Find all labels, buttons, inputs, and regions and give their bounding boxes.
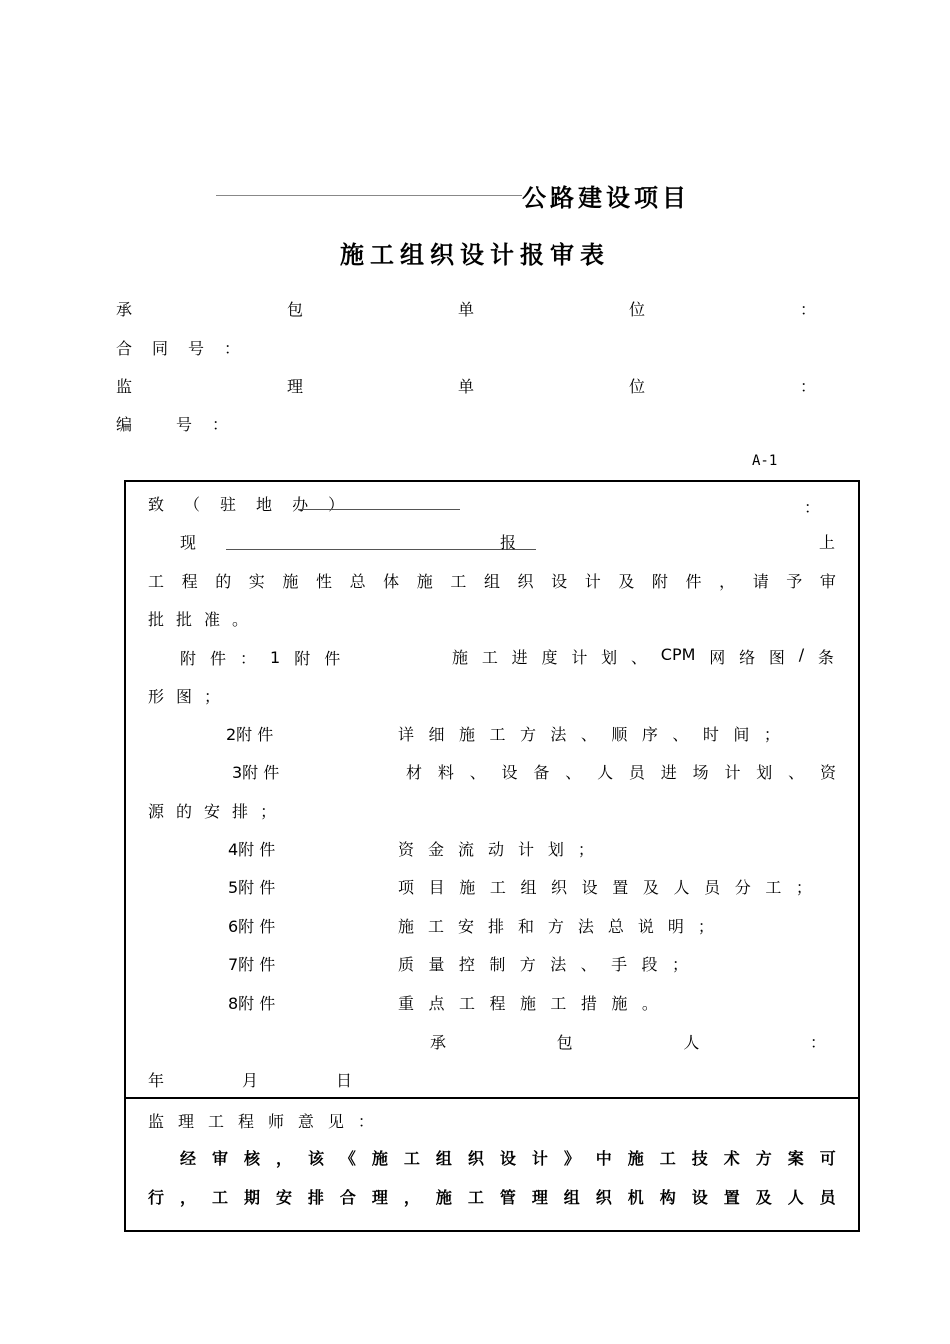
engineer-opinion-label-char: 工 — [207, 1112, 224, 1131]
opinion-line-2-char: 工 — [467, 1188, 484, 1207]
opinion-line-2-char: 理 — [371, 1188, 388, 1207]
attachment-1-text-char: 计 — [571, 648, 588, 667]
attachment-4-text-char: 金 — [427, 840, 444, 859]
attachment-1-label-char: ： — [240, 648, 257, 668]
opinion-line-2-char: 及 — [755, 1188, 772, 1207]
number-field — [116, 411, 816, 435]
attachment-7-text-char: 量 — [428, 955, 445, 974]
attachment-5-text — [398, 875, 812, 898]
opinion-line-1-char: 案 — [787, 1149, 804, 1168]
attachment-1-text — [452, 645, 834, 668]
attachment-4-text-char: 划 — [547, 840, 564, 859]
attachment-7-text-char: 法 — [550, 955, 567, 974]
engineer-opinion-label-char: 见 — [327, 1112, 344, 1131]
opinion-line-1-char: 工 — [659, 1149, 676, 1168]
attachment-3-text-char: 设 — [501, 763, 518, 782]
attachment-1-label — [180, 645, 380, 669]
present-underline — [226, 549, 536, 550]
opinion-line-2-char: 组 — [563, 1188, 580, 1207]
opinion-line-2-char: 管 — [499, 1188, 516, 1207]
engineer-opinion-label-char: 程 — [237, 1112, 254, 1131]
to-underline — [298, 509, 460, 510]
engineer-opinion-label-char: 监 — [148, 1112, 165, 1131]
attachment-2-text-char: 法 — [550, 725, 567, 744]
body-line-1-char: 计 — [584, 571, 601, 591]
attachment-1-label-char: 附 — [180, 648, 197, 668]
opinion-line-1-char: 施 — [371, 1149, 388, 1168]
opinion-line-2-char: 置 — [723, 1188, 740, 1207]
attachment-1-text-char: / — [798, 645, 805, 664]
attachment-4-text-char: 资 — [398, 840, 415, 859]
attachment-2-text-char: ； — [763, 725, 780, 744]
attachment-8-text-char: 施 — [611, 994, 628, 1013]
attachment-3-cont-char: ； — [260, 801, 277, 821]
opinion-line-1-char: 计 — [531, 1149, 548, 1168]
body-line-1-char: 织 — [517, 571, 534, 591]
attachment-6-num: 6附 件 — [228, 917, 276, 936]
attachment-7-text-char: ； — [671, 955, 688, 974]
attachment-4-text-char: 动 — [487, 840, 504, 859]
attachment-8-text-char: 施 — [519, 994, 536, 1013]
attachment-7-num: 7附 件 — [228, 955, 276, 974]
body-line-1-char: 总 — [349, 571, 366, 591]
attachment-5-text-char: 员 — [704, 878, 721, 897]
contractor-sign-char: 包 — [556, 1033, 573, 1052]
attachment-1-text-char: 划 — [601, 648, 618, 667]
attachment-5-text-char: 施 — [459, 878, 476, 897]
attachment-7-text-char: 制 — [489, 955, 506, 974]
opinion-line-1-char: 经 — [180, 1149, 197, 1168]
opinion-line-2-char: 行 — [148, 1188, 165, 1207]
contract-no-field-char: 号 — [188, 338, 205, 358]
body-line-2-char: 。 — [232, 609, 249, 629]
attachment-1-label-char: 件 — [324, 648, 341, 668]
body-line-1 — [148, 568, 836, 592]
attachment-7-text-char: 控 — [458, 955, 475, 974]
opinion-line-1-char: 工 — [403, 1149, 420, 1168]
attachment-5-text-char: 织 — [551, 878, 568, 897]
opinion-line-2-char: ， — [179, 1188, 196, 1207]
supervisor-field-char: 理 — [286, 376, 303, 396]
attachment-2-text-char: 顺 — [611, 725, 628, 744]
opinion-line-1-char: 审 — [211, 1149, 228, 1168]
attachment-6-text-char: 和 — [517, 917, 534, 936]
attachment-5-text-char: 及 — [642, 878, 659, 897]
attachment-4-text — [398, 837, 594, 860]
attachment-1-text-char: 、 — [630, 648, 647, 667]
number-label-3: ： — [212, 414, 229, 434]
supervisor-field-char: 位 — [628, 376, 645, 396]
engineer-opinion-label — [148, 1109, 374, 1132]
attachment-8-text-char: 重 — [398, 994, 415, 1013]
attachment-4-num: 4附 件 — [228, 840, 276, 859]
section-divider — [126, 1097, 858, 1099]
attachment-6-text-char: 方 — [547, 917, 564, 936]
opinion-line-2-char: 构 — [659, 1188, 676, 1207]
to-line-char: 驻 — [220, 494, 237, 514]
engineer-opinion-label-char: ： — [357, 1112, 374, 1131]
attachment-3-text-char: 场 — [692, 763, 709, 782]
opinion-line-1-char: 《 — [339, 1149, 356, 1168]
attachment-8-text-char: 点 — [428, 994, 445, 1013]
attachment-1-text-char: 工 — [481, 648, 498, 667]
attachment-3-num: 3附 件 — [232, 763, 280, 782]
attachment-2-text-char: 工 — [489, 725, 506, 744]
engineer-opinion-label-char: 意 — [297, 1112, 314, 1131]
date-line-char: 年 — [148, 1071, 165, 1090]
supervisor-field-char: ： — [799, 376, 816, 396]
number-label-2: 号 — [176, 414, 193, 434]
opinion-line-1-char: 织 — [467, 1149, 484, 1168]
attachment-4-text-char: ； — [577, 840, 594, 859]
body-line-1-char: 性 — [315, 571, 332, 591]
to-colon: ： — [804, 498, 821, 517]
attachment-4-text-char: 计 — [517, 840, 534, 859]
body-line-1-char: 组 — [483, 571, 500, 591]
form-box — [124, 480, 860, 1232]
attachment-3-text — [406, 760, 836, 783]
attachment-6-text-char: 排 — [487, 917, 504, 936]
body-line-2-char: 准 — [204, 609, 221, 629]
opinion-line-1-char: ， — [275, 1149, 292, 1168]
attachment-1-label-char: 件 — [210, 648, 227, 668]
attachment-3-cont-char: 排 — [232, 801, 249, 821]
opinion-line-2-char: 合 — [339, 1188, 356, 1207]
attachment-1-text-char: 图 — [768, 648, 785, 667]
attachment-5-text-char: 目 — [428, 878, 445, 897]
contract-no-field — [116, 335, 816, 359]
attachment-8-text-char: 工 — [550, 994, 567, 1013]
opinion-line-2-char: 理 — [531, 1188, 548, 1207]
engineer-opinion-label-char: 师 — [267, 1112, 284, 1131]
supervisor-field — [116, 373, 816, 397]
body-line-1-char: 程 — [181, 571, 198, 591]
attachment-2-text-char: 详 — [398, 725, 415, 744]
to-line-char: ） — [328, 494, 345, 514]
opinion-line-1-char: 组 — [435, 1149, 452, 1168]
attachment-3-text-char: 料 — [437, 763, 454, 782]
attachment-5-text-char: 置 — [612, 878, 629, 897]
body-line-2 — [148, 606, 836, 630]
to-line-char: 地 — [256, 494, 273, 514]
attachment-7-text-char: 方 — [519, 955, 536, 974]
attachment-5-text-char: ； — [795, 878, 812, 897]
contractor-field — [116, 296, 816, 320]
attachment-5-text-char: 组 — [520, 878, 537, 897]
opinion-line-2-char: 设 — [691, 1188, 708, 1207]
attachment-3-text-char: 、 — [469, 763, 486, 782]
attachment-6-text-char: ； — [697, 917, 714, 936]
body-line-2-char: 批 — [148, 609, 165, 629]
present-prefix: 现 — [180, 533, 197, 552]
attachment-6-text-char: 工 — [427, 917, 444, 936]
contract-no-field-char: 合 — [116, 338, 133, 358]
attachment-2-text-char: 时 — [702, 725, 719, 744]
attachment-3-text-char: 、 — [565, 763, 582, 782]
supervisor-field-char: 监 — [116, 376, 133, 396]
opinion-line-1-char: 设 — [499, 1149, 516, 1168]
attachment-7-text-char: 手 — [611, 955, 628, 974]
contractor-sign — [430, 1030, 826, 1053]
opinion-line-2-char: 员 — [819, 1188, 836, 1207]
attachment-1-text-char: 条 — [817, 648, 834, 667]
attachment-2-text-char: 、 — [580, 725, 597, 744]
attachment-1-cont-char: 图 — [176, 686, 193, 706]
attachment-3-text-char: 备 — [533, 763, 550, 782]
opinion-line-1-char: 中 — [595, 1149, 612, 1168]
body-line-1-char: 体 — [383, 571, 400, 591]
opinion-line-2-char: 工 — [211, 1188, 228, 1207]
attachment-8-text-char: 措 — [580, 994, 597, 1013]
contractor-field-char: 承 — [116, 299, 133, 319]
attachment-8-text-char: 。 — [641, 994, 658, 1013]
attachment-3-text-char: 材 — [406, 763, 423, 782]
body-line-1-char: 及 — [618, 571, 635, 591]
attachment-1-text-char: 网 — [709, 648, 726, 667]
body-line-1-char: 施 — [416, 571, 433, 591]
attachment-6-text-char: 明 — [667, 917, 684, 936]
attachment-5-text-char: 项 — [398, 878, 415, 897]
to-line — [148, 491, 836, 515]
attachment-3-text-char: 员 — [628, 763, 645, 782]
attachment-6-text-char: 总 — [607, 917, 624, 936]
attachment-7-text-char: 质 — [398, 955, 415, 974]
attachment-5-num: 5附 件 — [228, 878, 276, 897]
present-report: 报 — [500, 533, 517, 552]
contract-no-field-char: 同 — [152, 338, 169, 358]
attachment-1-cont-char: 形 — [148, 686, 165, 706]
opinion-line-1-char: 技 — [691, 1149, 708, 1168]
attachment-2-text-char: 、 — [672, 725, 689, 744]
attachment-3-text-char: 人 — [597, 763, 614, 782]
attachment-6-text — [398, 914, 714, 937]
attachment-3-text-char: 计 — [724, 763, 741, 782]
to-line-char: （ — [184, 494, 201, 514]
title-suffix: 公路建设项目 — [522, 184, 690, 212]
opinion-line-1-char: 核 — [243, 1149, 260, 1168]
opinion-line-1 — [180, 1146, 836, 1169]
attachment-1-cont-char: ； — [204, 686, 221, 706]
attachment-7-text — [398, 952, 688, 975]
opinion-line-1-char: 施 — [627, 1149, 644, 1168]
opinion-line-1-char: 术 — [723, 1149, 740, 1168]
attachment-6-text-char: 施 — [398, 917, 415, 936]
opinion-line-2-char: 织 — [595, 1188, 612, 1207]
attachment-6-text-char: 法 — [577, 917, 594, 936]
attachment-2-text — [398, 722, 780, 745]
opinion-line-1-char: 》 — [563, 1149, 580, 1168]
supervisor-field-char: 单 — [457, 376, 474, 396]
contractor-sign-char: ： — [809, 1033, 826, 1052]
attachment-2-text-char: 施 — [458, 725, 475, 744]
attachment-5-text-char: 人 — [673, 878, 690, 897]
body-line-2-char: 批 — [176, 609, 193, 629]
attachment-1-label-char: 附 — [294, 648, 311, 668]
date-line-char: 月 — [241, 1071, 258, 1090]
contractor-sign-char: 人 — [683, 1033, 700, 1052]
to-line-char: 办 — [292, 494, 309, 514]
opinion-line-1-char: 方 — [755, 1149, 772, 1168]
attachment-5-text-char: 工 — [765, 878, 782, 897]
to-line-char: 致 — [148, 494, 165, 514]
attachment-2-text-char: 序 — [641, 725, 658, 744]
contractor-field-char: ： — [799, 299, 816, 319]
project-name-blank — [216, 195, 522, 196]
opinion-line-2-char: 机 — [627, 1188, 644, 1207]
contract-no-field-char: ： — [224, 338, 241, 358]
body-line-1-char: 件 — [685, 571, 702, 591]
date-line — [148, 1068, 352, 1091]
form-code: A-1 — [752, 453, 778, 469]
attachment-1-label-char: 1 — [270, 647, 281, 667]
body-line-1-char: 予 — [786, 571, 803, 591]
attachment-8-text-char: 程 — [489, 994, 506, 1013]
attachment-6-text-char: 说 — [637, 917, 654, 936]
attachment-3-text-char: 进 — [660, 763, 677, 782]
attachment-3-cont-char: 安 — [204, 801, 221, 821]
attachment-3-text-char: 划 — [756, 763, 773, 782]
present-up: 上 — [819, 533, 836, 552]
opinion-line-2 — [148, 1185, 836, 1208]
attachment-3-cont — [148, 798, 836, 822]
attachment-5-text-char: 工 — [489, 878, 506, 897]
date-line-char: 日 — [335, 1071, 352, 1090]
attachment-2-text-char: 方 — [519, 725, 536, 744]
body-line-1-char: 设 — [551, 571, 568, 591]
body-line-1-char: 审 — [819, 571, 836, 591]
contractor-field-char: 包 — [286, 299, 303, 319]
number-label-1: 编 — [116, 414, 133, 434]
attachment-7-text-char: 段 — [641, 955, 658, 974]
attachment-5-text-char: 设 — [581, 878, 598, 897]
opinion-line-2-char: 安 — [275, 1188, 292, 1207]
attachment-3-cont-char: 的 — [176, 801, 193, 821]
engineer-opinion-label-char: 理 — [177, 1112, 194, 1131]
attachment-1-text-char: 进 — [511, 648, 528, 667]
attachment-8-num: 8附 件 — [228, 994, 276, 1013]
attachment-5-text-char: 分 — [734, 878, 751, 897]
attachment-1-text-char: 络 — [739, 648, 756, 667]
attachment-8-text-char: 工 — [458, 994, 475, 1013]
body-line-1-char: 附 — [651, 571, 668, 591]
opinion-line-2-char: 人 — [787, 1188, 804, 1207]
opinion-line-2-char: 施 — [435, 1188, 452, 1207]
attachment-1-cont — [148, 683, 836, 707]
attachment-3-cont-char: 源 — [148, 801, 165, 821]
attachment-6-text-char: 安 — [457, 917, 474, 936]
contractor-sign-char: 承 — [430, 1033, 447, 1052]
attachment-2-num: 2附 件 — [226, 725, 274, 744]
body-line-1-char: 的 — [215, 571, 232, 591]
attachment-3-text-char: 资 — [819, 763, 836, 782]
attachment-8-text — [398, 991, 658, 1014]
body-line-1-char: 工 — [148, 571, 165, 591]
body-line-1-char: 请 — [752, 571, 769, 591]
attachment-2-text-char: 细 — [428, 725, 445, 744]
body-line-1-char: 工 — [450, 571, 467, 591]
attachment-7-text-char: 、 — [580, 955, 597, 974]
contractor-field-char: 位 — [628, 299, 645, 319]
attachment-2-text-char: 间 — [733, 725, 750, 744]
attachment-3-text-char: 、 — [788, 763, 805, 782]
opinion-line-2-char: ， — [403, 1188, 420, 1207]
attachment-1-text-char: CPM — [660, 645, 696, 664]
body-line-1-char: 施 — [282, 571, 299, 591]
opinion-line-2-char: 排 — [307, 1188, 324, 1207]
body-line-1-char: ， — [719, 571, 736, 591]
contractor-field-char: 单 — [457, 299, 474, 319]
opinion-line-1-char: 该 — [307, 1149, 324, 1168]
attachment-4-text-char: 流 — [457, 840, 474, 859]
opinion-line-2-char: 期 — [243, 1188, 260, 1207]
page-title: 施工组织设计报审表 — [340, 241, 610, 269]
body-line-1-char: 实 — [248, 571, 265, 591]
opinion-line-1-char: 可 — [819, 1149, 836, 1168]
attachment-1-text-char: 施 — [452, 648, 469, 667]
attachment-1-text-char: 度 — [541, 648, 558, 667]
